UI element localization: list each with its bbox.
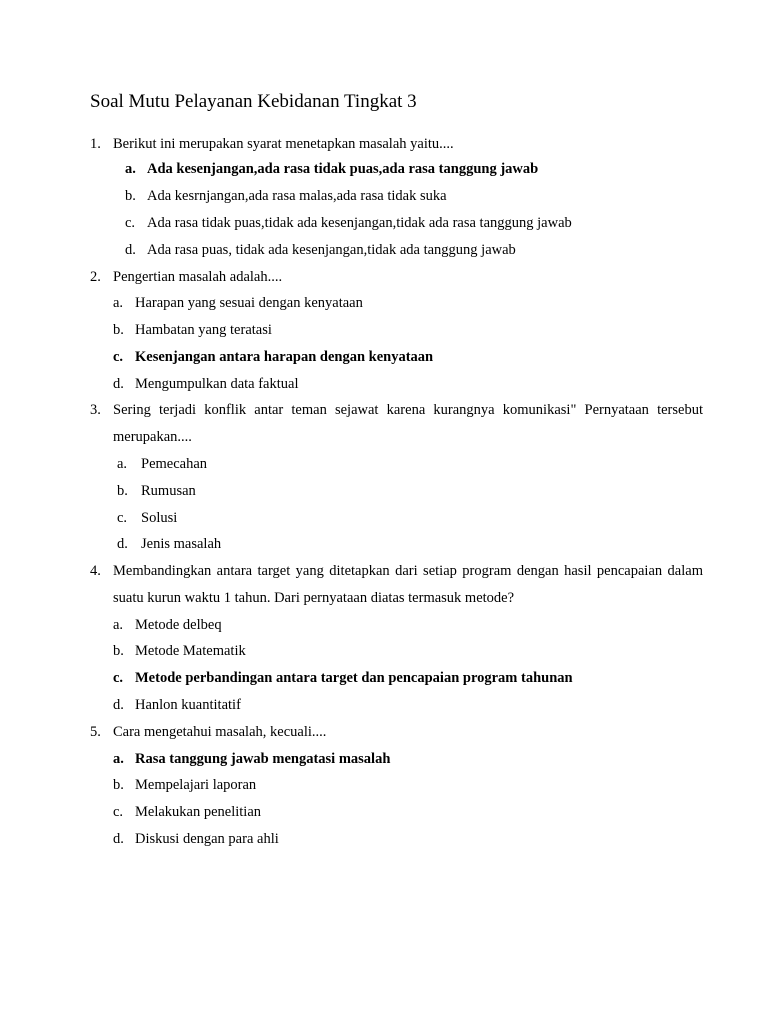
- option-letter: d.: [113, 831, 124, 847]
- option-letter: b.: [113, 322, 124, 338]
- question-text: Berikut ini merupakan syarat menetapkan masalah yaitu....: [113, 136, 454, 152]
- option-text: Ada kesenjangan,ada rasa tidak puas,ada rasa tanggung jawab: [147, 161, 539, 177]
- option-letter: a.: [113, 295, 124, 311]
- page-title: Soal Mutu Pelayanan Kebidanan Tingkat 3: [90, 91, 417, 112]
- option-letter: a.: [125, 161, 136, 177]
- question-number: 3.: [90, 402, 101, 418]
- option-letter: d.: [113, 697, 124, 713]
- option-text: Mempelajari laporan: [135, 777, 257, 793]
- option-letter: b.: [113, 777, 124, 793]
- option-text: Hambatan yang teratasi: [135, 322, 272, 338]
- option-letter: b.: [113, 643, 124, 659]
- option-text: Ada rasa tidak puas,tidak ada kesenjangan,tidak ada rasa tanggung jawab: [147, 215, 572, 231]
- option-letter: c.: [117, 510, 128, 526]
- option-letter: a.: [117, 456, 128, 472]
- question-number: 4.: [90, 563, 101, 579]
- question-number: 5.: [90, 724, 101, 740]
- option-letter: c.: [113, 804, 124, 820]
- question-text: Pengertian masalah adalah....: [113, 269, 283, 285]
- question-text: Membandingkan antara target yang ditetapkan dari setiap program dengan hasil pencapaian dalam suatu kurun waktu 1 tahun. Dari pernyataan diatas termasuk metode?: [113, 563, 703, 606]
- option-text: Rasa tanggung jawab mengatasi masalah: [135, 751, 391, 767]
- option-letter: c.: [113, 670, 124, 686]
- option-text: Melakukan penelitian: [135, 804, 262, 820]
- option-text: Ada rasa puas, tidak ada kesenjangan,tidak ada tanggung jawab: [147, 242, 516, 258]
- option-text: Ada kesrnjangan,ada rasa malas,ada rasa tidak suka: [147, 188, 447, 204]
- option-text: Diskusi dengan para ahli: [135, 831, 279, 847]
- option-text: Jenis masalah: [141, 536, 222, 552]
- option-letter: b.: [125, 188, 136, 204]
- option-letter: b.: [117, 483, 128, 499]
- option-text: Pemecahan: [141, 456, 208, 472]
- option-text: Metode perbandingan antara target dan pencapaian program tahunan: [135, 670, 573, 686]
- option-text: Harapan yang sesuai dengan kenyataan: [135, 295, 363, 311]
- option-letter: a.: [113, 751, 124, 767]
- option-letter: a.: [113, 617, 124, 633]
- option-text: Solusi: [141, 510, 178, 526]
- option-letter: c.: [113, 349, 124, 365]
- option-text: Hanlon kuantitatif: [135, 697, 241, 713]
- option-text: Rumusan: [141, 483, 196, 499]
- option-letter: d.: [113, 376, 124, 392]
- option-letter: d.: [117, 536, 128, 552]
- option-text: Metode delbeq: [135, 617, 222, 633]
- option-text: Mengumpulkan data faktual: [135, 376, 299, 392]
- option-letter: d.: [125, 242, 136, 258]
- question-text: Cara mengetahui masalah, kecuali....: [113, 724, 327, 740]
- question-number: 2.: [90, 269, 101, 285]
- question-text: Sering terjadi konflik antar teman sejawat karena kurangnya komunikasi" Pernyataan tersebut merupakan....: [113, 402, 703, 445]
- option-text: Metode Matematik: [135, 643, 246, 659]
- option-text: Kesenjangan antara harapan dengan kenyataan: [135, 349, 434, 365]
- question-number: 1.: [90, 136, 101, 152]
- option-letter: c.: [125, 215, 136, 231]
